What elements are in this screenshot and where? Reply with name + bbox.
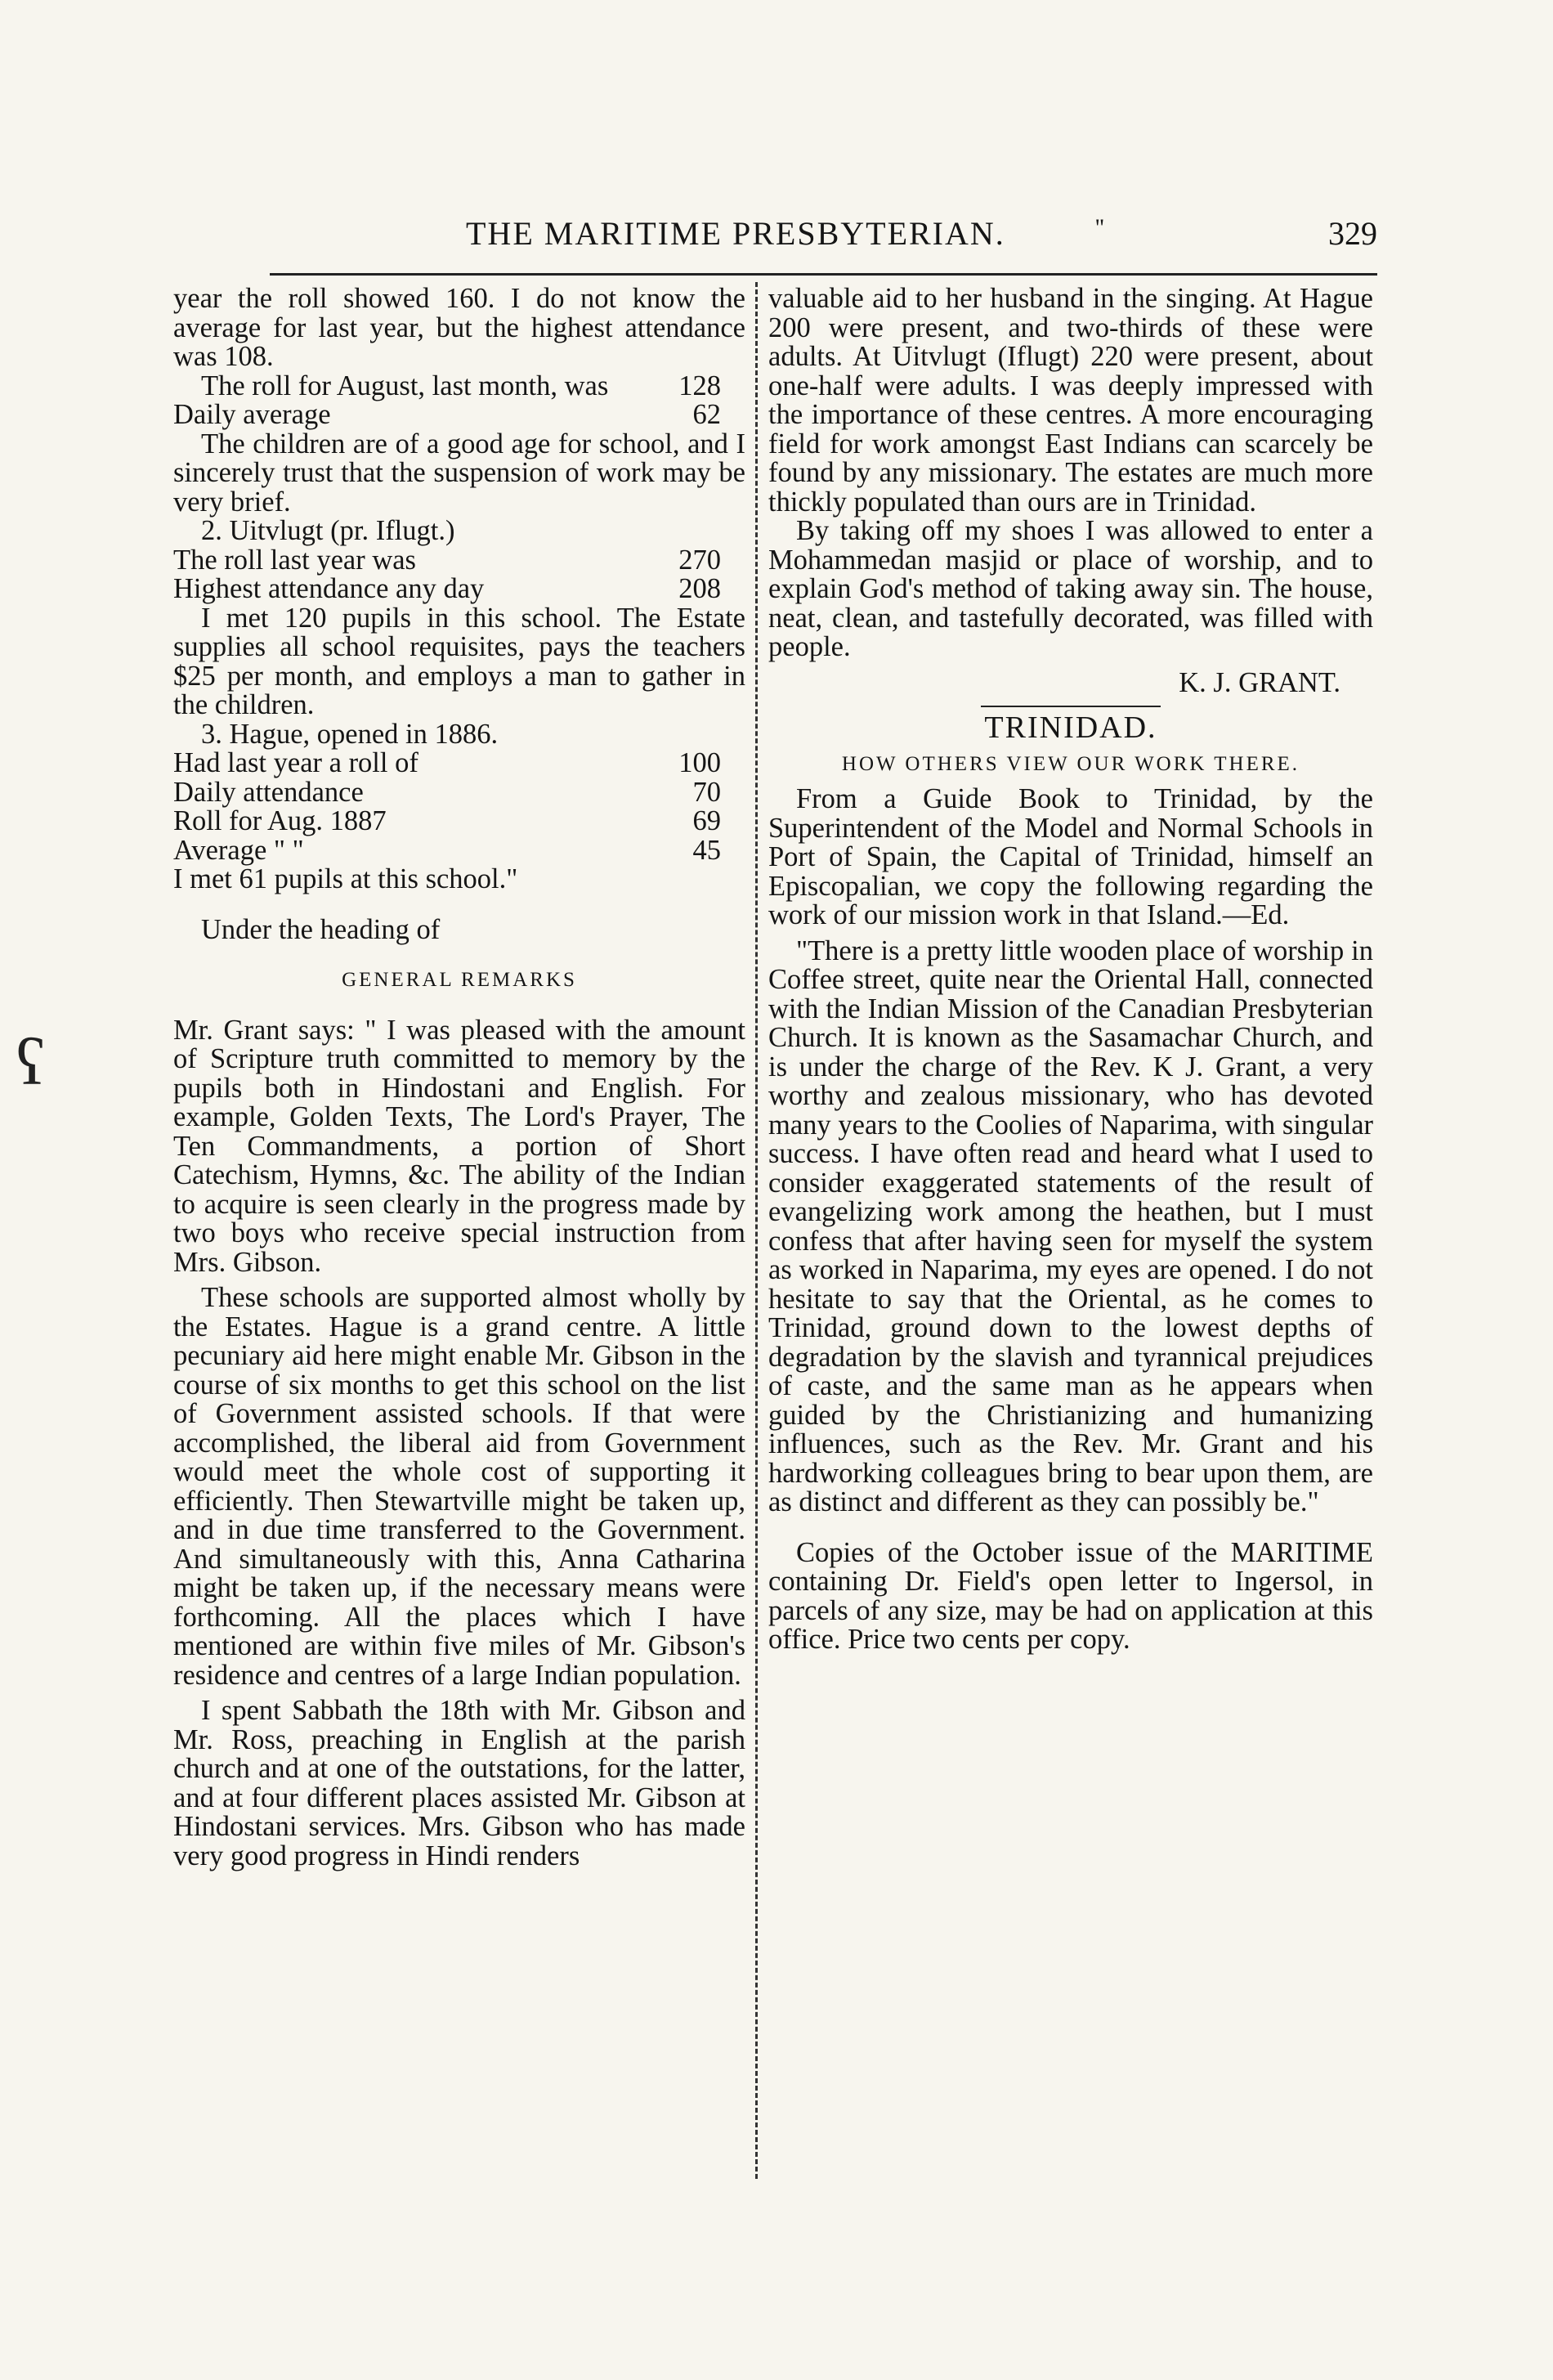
publication-title: THE MARITIME PRESBYTERIAN. [466,215,1005,252]
row-label: Daily attendance [173,776,364,808]
row-label: Had last year a roll of [173,747,418,778]
section-subtitle: HOW OTHERS VIEW OUR WORK THERE. [841,752,1300,775]
quoted-paragraph: "There is a pretty little wooden place of worship in Coffee street, quite near the Oriental Hall, connected with the Indian Mission of the Canadian Presbyterian Church. It is known as the Sasamachar Church, and is under the charge of the Rev. K J. Grant, a very worthy and zealous missionary, who has devoted many years to the Coolies of Naparima, with singular success. I have often read and heard what I used to consider exaggerated statements of the result of evangelizing work among the heathen, but I must confess that after having seen for myself the system as worked in Naparima, my eyes are opened. I do not hesitate to say that the Oriental, as he comes to Trinidad, ground down to the lowest depths of degradation by the slavish and tyrannical prejudices of caste, and the same man as he appears when guided by the Christianizing and humanizing influences, such as the Rev. Mr. Grant and his hardworking colleagues bring to bear upon them, are as distinct and different as they can possibly be." [768,935,1373,1517]
row-label: Highest attendance any day [173,573,485,604]
row-value: 208 [678,573,721,604]
hague-attendance-row [173,778,721,808]
paragraph: From a Guide Book to Trinidad, by the Superintendent of the Model and Normal Schools in Port of Spain, the Capital of Trinidad, himself an Episcopalian, we copy the following regarding the work of our mission work in that Island.—Ed. [768,783,1373,930]
signature: K. J. GRANT. [1179,666,1340,698]
row-value: 270 [678,544,721,576]
column-divider [755,282,758,2179]
hague-average-row [173,836,721,866]
right-column [768,285,1373,1655]
roll-last-year-row [173,546,721,576]
row-value: 100 [678,747,721,778]
paragraph: Mr. Grant says: " I was pleased with the amount of Scripture truth committed to memory by the pupils both in Hindostani and English. For example, Golden Texts, The Lord's Prayer, The Ten Commandments, a portion of Short Catechism, Hymns, &c. The ability of the Indian to acquire is seen clearly in the progress made by two boys who receive special instruction from Mrs. Gibson. [173,1014,745,1278]
row-label: Average " " [173,834,304,866]
paragraph: year the roll showed 160. I do not know the average for last year, but the highest attendance was 108. [173,283,745,372]
subheading: GENERAL REMARKS [342,969,577,991]
roll-august-row [173,372,721,401]
page-header [270,214,1377,263]
row-value: 70 [692,776,721,808]
notice-paragraph: Copies of the October issue of the MARITIME containing Dr. Field's open letter to Ingersol, in parcels of any size, may be had on application at this office. Price two cents per copy. [768,1536,1373,1655]
page-number: 329 [1328,215,1377,252]
hague-roll-aug-row [173,807,721,836]
row-label: Daily average [173,399,331,430]
left-column [173,285,745,1871]
paragraph: Under the heading of [201,913,441,945]
school-heading: 2. Uitvlugt (pr. Iflugt.) [201,515,455,546]
paragraph: By taking off my shoes I was allowed to enter a Mohammedan masjid or place of worship, and to explain God's method of taking away sin. The house, neat, clean, and tastefully decorated, was filled with people. [768,515,1373,662]
header-mark: '' [1095,214,1104,241]
row-value: 128 [678,370,721,401]
section-rule [981,706,1161,707]
paragraph: I met 120 pupils in this school. The Estate supplies all school requisites, pays the teachers $25 per month, and employs a man to gather in the children. [173,602,745,720]
section-title: TRINIDAD. [984,710,1157,745]
row-value: 45 [692,834,721,866]
row-value: 62 [692,399,721,430]
row-value: 69 [692,805,721,836]
paragraph: valuable aid to her husband in the singing. At Hague 200 were present, and two-thirds of these were adults. At Uitvlugt (Iflugt) 220 were present, about one-half were adults. I was deeply impressed with the importance of these centres. A more encouraging field for work amongst East Indians can scarcely be found by any missionary. The estates are much more thickly populated than ours are in Trinidad. [768,283,1373,518]
highest-attendance-row [173,575,721,604]
row-label: The roll last year was [173,544,416,576]
row-label: The roll for August, last month, was [201,370,609,401]
hague-roll-row [173,749,721,778]
paragraph: The children are of a good age for school, and I sincerely trust that the suspension of work may be very brief. [173,428,745,518]
school-heading: 3. Hague, opened in 1886. [201,718,499,750]
margin-mark: ʕ [16,1027,46,1099]
daily-average-row [173,401,721,430]
paragraph: I spent Sabbath the 18th with Mr. Gibson and Mr. Ross, preaching in English at the parish church and at one of the outstations, for the latter, and at four different places assisted Mr. Gibson at Hindostani services. Mrs. Gibson who has made very good progress in Hindi renders [173,1695,745,1871]
header-rule [270,273,1377,276]
row-label: Roll for Aug. 1887 [173,805,387,836]
paragraph: I met 61 pupils at this school." [173,863,518,894]
paragraph: These schools are supported almost wholly by the Estates. Hague is a grand centre. A little pecuniary aid here might enable Mr. Gibson in the course of six months to get this school on the list of Government assisted schools. If that were accomplished, the liberal aid from Government would meet the whole cost of supporting it efficiently. Then Stewartville might be taken up, and in due time transferred to the Government. And simultaneously with this, Anna Catharina might be taken up, if the necessary means were forthcoming. All the places which I have mentioned are within five miles of Mr. Gibson's residence and centres of a large Indian population. [173,1282,745,1691]
